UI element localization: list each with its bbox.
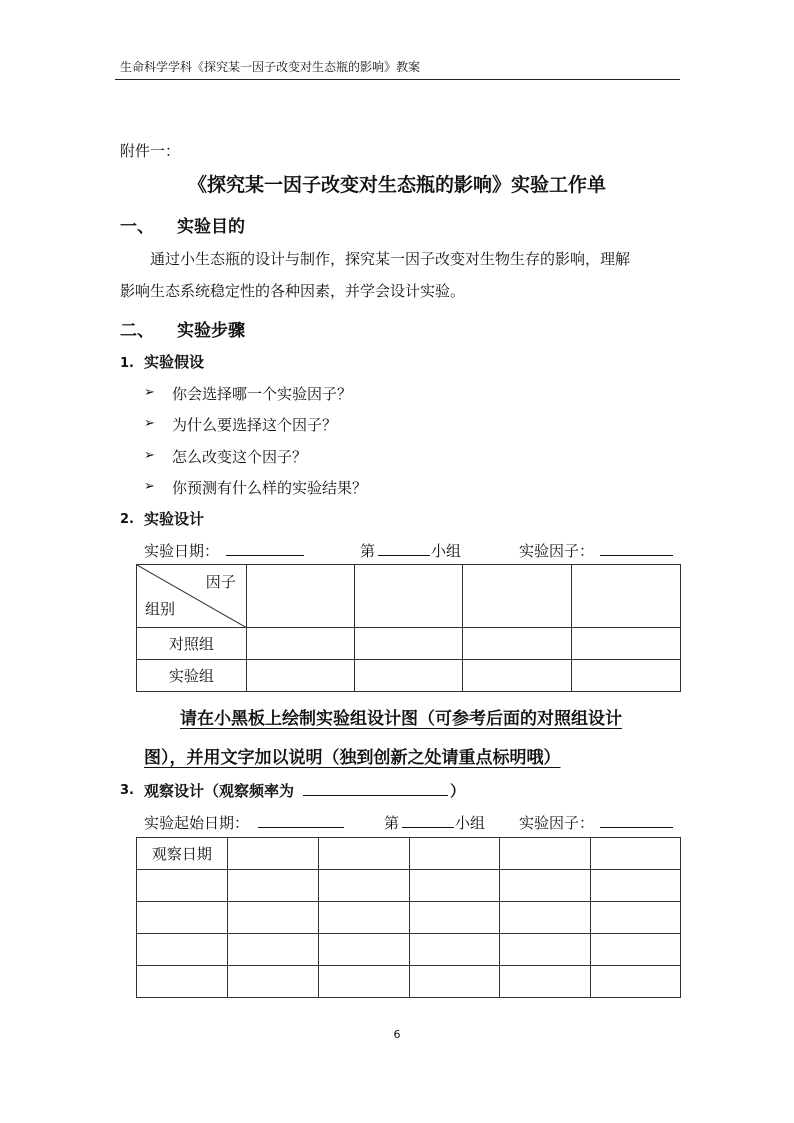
table-cell[interactable] bbox=[463, 565, 572, 628]
section2-heading: 实验步骤 bbox=[177, 321, 245, 341]
table-cell[interactable] bbox=[409, 934, 500, 966]
table-cell[interactable] bbox=[409, 902, 500, 934]
table-cell[interactable] bbox=[591, 838, 681, 870]
step1-heading: 实验假设 bbox=[144, 353, 205, 371]
table-cell[interactable] bbox=[227, 902, 318, 934]
table-cell[interactable] bbox=[591, 902, 681, 934]
table-cell[interactable] bbox=[500, 870, 591, 902]
factor-field[interactable] bbox=[600, 812, 673, 828]
table-row bbox=[137, 565, 681, 628]
table-cell[interactable] bbox=[227, 838, 318, 870]
table-cell[interactable] bbox=[500, 934, 591, 966]
group-number-field[interactable] bbox=[402, 812, 454, 828]
instruction-line1: 请在小黑板上绘制实验组设计图（可参考后面的对照组设计 bbox=[180, 709, 622, 729]
bullet-arrow-icon: ➢ bbox=[144, 448, 155, 463]
group-number-field[interactable] bbox=[378, 540, 430, 556]
bullet-item: 你会选择哪一个实验因子？ bbox=[172, 385, 353, 403]
step1-number: 1. bbox=[120, 356, 134, 371]
header-divider bbox=[115, 79, 680, 80]
table-cell[interactable] bbox=[246, 628, 354, 660]
table-cell[interactable] bbox=[318, 902, 409, 934]
bullet-arrow-icon: ➢ bbox=[144, 479, 155, 494]
diagonal-bottom-label: 组别 bbox=[145, 600, 176, 618]
step3-heading: 观察设计（观察频率为 bbox=[144, 782, 295, 800]
annex-label: 附件一： bbox=[120, 142, 181, 160]
instruction-line2: 图），并用文字加以说明（独到创新之处请重点标明哦） bbox=[144, 748, 561, 768]
table-row bbox=[137, 934, 681, 966]
table-cell[interactable] bbox=[354, 628, 463, 660]
document-title: 《探究某一因子改变对生态瓶的影响》实验工作单 bbox=[187, 174, 606, 196]
table-cell[interactable] bbox=[409, 870, 500, 902]
table-cell[interactable] bbox=[463, 660, 572, 692]
table-cell[interactable] bbox=[246, 660, 354, 692]
bullet-arrow-icon: ➢ bbox=[144, 416, 155, 431]
table-cell[interactable] bbox=[246, 565, 354, 628]
section1-paragraph-line2: 影响生态系统稳定性的各种因素，并学会设计实验。 bbox=[120, 282, 466, 300]
start-date-label: 实验起始日期： bbox=[144, 814, 250, 832]
step3-number: 3. bbox=[120, 783, 134, 798]
section1-heading: 实验目的 bbox=[177, 217, 245, 237]
table-cell[interactable] bbox=[591, 966, 681, 998]
row-label-experiment: 实验组 bbox=[137, 660, 247, 692]
diagonal-header-cell bbox=[137, 565, 247, 628]
table-row bbox=[137, 870, 681, 902]
table-cell[interactable] bbox=[137, 934, 228, 966]
table-cell[interactable] bbox=[591, 934, 681, 966]
table-cell[interactable] bbox=[318, 934, 409, 966]
row-label-control: 对照组 bbox=[137, 628, 247, 660]
bullet-item: 怎么改变这个因子？ bbox=[172, 448, 308, 466]
step3-heading-close: ） bbox=[450, 782, 466, 800]
experiment-date-label: 实验日期： bbox=[144, 542, 220, 560]
table-cell[interactable] bbox=[318, 870, 409, 902]
table-cell[interactable] bbox=[137, 902, 228, 934]
table-cell[interactable] bbox=[137, 966, 228, 998]
table-cell[interactable] bbox=[500, 902, 591, 934]
table-cell[interactable] bbox=[318, 838, 409, 870]
table-cell[interactable] bbox=[572, 660, 681, 692]
observation-table bbox=[136, 837, 681, 998]
observation-date-header: 观察日期 bbox=[137, 838, 228, 870]
group-prefix: 第 bbox=[384, 814, 400, 832]
page-number: 6 bbox=[393, 1028, 401, 1041]
table-cell[interactable] bbox=[137, 870, 228, 902]
bullet-item: 你预测有什么样的实验结果？ bbox=[172, 479, 368, 497]
experiment-date-field[interactable] bbox=[226, 540, 304, 556]
table-cell[interactable] bbox=[500, 966, 591, 998]
design-table bbox=[136, 564, 681, 692]
table-cell[interactable] bbox=[227, 870, 318, 902]
section2-number: 二、 bbox=[120, 321, 154, 341]
factor-label: 实验因子： bbox=[519, 814, 595, 832]
table-cell[interactable] bbox=[409, 838, 500, 870]
table-cell[interactable] bbox=[572, 565, 681, 628]
bullet-item: 为什么要选择这个因子？ bbox=[172, 416, 338, 434]
table-row bbox=[137, 966, 681, 998]
table-cell[interactable] bbox=[227, 934, 318, 966]
observation-frequency-field[interactable] bbox=[303, 780, 448, 796]
group-suffix: 小组 bbox=[431, 542, 462, 560]
table-cell[interactable] bbox=[318, 966, 409, 998]
table-cell[interactable] bbox=[409, 966, 500, 998]
start-date-field[interactable] bbox=[258, 812, 344, 828]
diagonal-top-label: 因子 bbox=[205, 573, 236, 591]
section1-number: 一、 bbox=[120, 217, 154, 237]
table-cell[interactable] bbox=[572, 628, 681, 660]
step2-heading: 实验设计 bbox=[144, 510, 205, 528]
group-prefix: 第 bbox=[360, 542, 376, 560]
step2-number: 2. bbox=[120, 512, 134, 527]
page-header: 生命科学学科《探究某一因子改变对生态瓶的影响》教案 bbox=[120, 60, 421, 74]
table-row bbox=[137, 660, 681, 692]
table-cell[interactable] bbox=[591, 870, 681, 902]
group-suffix: 小组 bbox=[455, 814, 486, 832]
table-row bbox=[137, 902, 681, 934]
table-row bbox=[137, 628, 681, 660]
table-cell[interactable] bbox=[463, 628, 572, 660]
factor-field[interactable] bbox=[600, 540, 673, 556]
table-cell[interactable] bbox=[354, 660, 463, 692]
table-cell[interactable] bbox=[500, 838, 591, 870]
table-cell[interactable] bbox=[354, 565, 463, 628]
table-row bbox=[137, 838, 681, 870]
bullet-arrow-icon: ➢ bbox=[144, 385, 155, 400]
section1-paragraph-line1: 通过小生态瓶的设计与制作，探究某一因子改变对生物生存的影响，理解 bbox=[150, 250, 631, 268]
table-cell[interactable] bbox=[227, 966, 318, 998]
factor-label: 实验因子： bbox=[519, 542, 595, 560]
